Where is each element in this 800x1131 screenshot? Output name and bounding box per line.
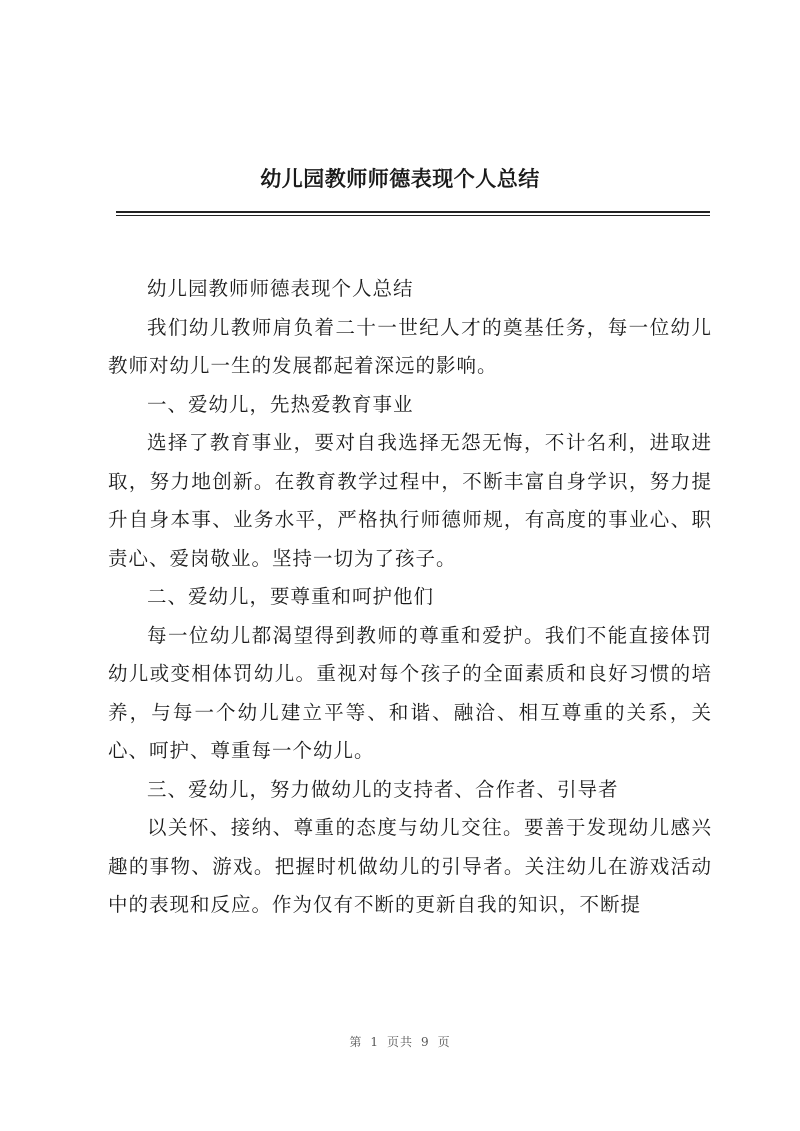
paragraph-section-1: 选择了教育事业，要对自我选择无怨无悔，不计名利，进取进取，努力地创新。在教育教学过程中，不断丰富自身学识，努力提升自身本事、业务水平，严格执行师德师规，有高度的事业心、职责心、爱岗敬业。坚持一切为了孩子。 [108,431,712,570]
footer-total-pages: 9 [421,1035,430,1049]
footer-middle: 页共 [386,1035,413,1049]
paragraph-intro: 我们幼儿教师肩负着二十一世纪人才的奠基任务，每一位幼儿教师对幼儿一生的发展都起着深远的影响。 [108,315,712,377]
page-title: 幼儿园教师师德表现个人总结 [260,167,540,191]
footer-suffix: 页 [437,1035,451,1049]
paragraph-heading: 幼儿园教师师德表现个人总结 [147,277,414,300]
document-body [108,270,712,925]
title-divider-thin [116,215,710,216]
paragraph-section-2: 每一位幼儿都渴望得到教师的尊重和爱护。我们不能直接体罚幼儿或变相体罚幼儿。重视对每个孩子的全面素质和良好习惯的培养，与每一个幼儿建立平等、和谐、融洽、相互尊重的关系，关心、呵护、尊重每一个幼儿。 [108,623,712,762]
page-footer [0,1033,800,1050]
footer-prefix: 第 [349,1035,363,1049]
section-heading-2: 二、爱幼儿，要尊重和呵护他们 [147,585,435,608]
title-divider [116,211,710,213]
section-heading-3: 三、爱幼儿，努力做幼儿的支持者、合作者、引导者 [147,777,619,801]
footer-page-number: 1 [370,1035,379,1049]
section-heading-1: 一、爱幼儿，先热爱教育事业 [147,392,414,416]
paragraph-section-3: 以关怀、接纳、尊重的态度与幼儿交往。要善于发现幼儿感兴趣的事物、游戏。把握时机做幼儿的引导者。关注幼儿在游戏活动中的表现和反应。作为仅有不断的更新自我的知识，不断提 [108,816,712,916]
